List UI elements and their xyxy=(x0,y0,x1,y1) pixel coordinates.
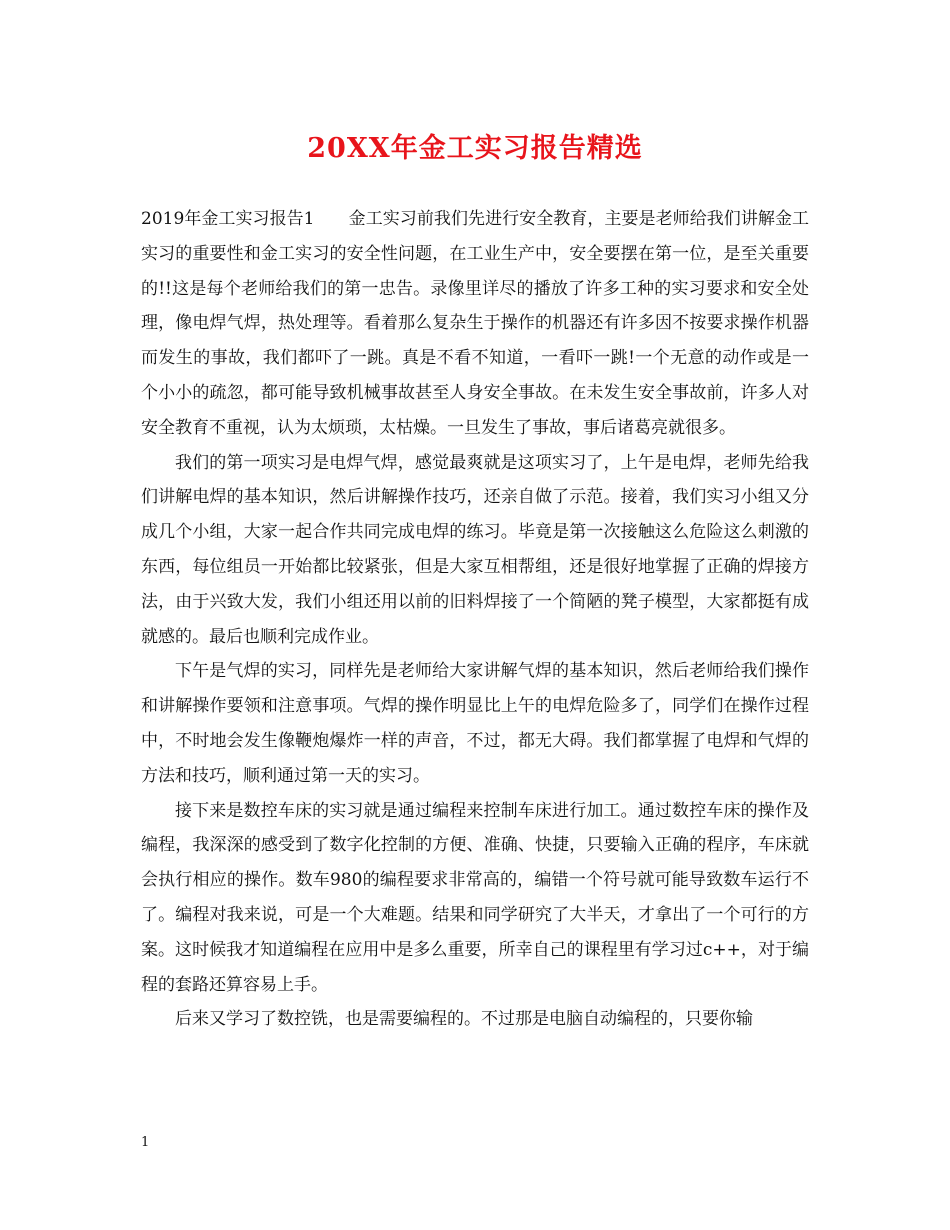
paragraph-2: 我们的第一项实习是电焊气焊，感觉最爽就是这项实习了，上午是电焊，老师先给我们讲解电焊的基本知识，然后讲解操作技巧，还亲自做了示范。接着，我们实习小组又分成几个小组，大家一起合作共同完成电焊的练习。毕竟是第一次接触这么危险这么刺激的东西，每位组员一开始都比较紧张，但是大家互相帮组，还是很好地掌握了正确的焊接方法，由于兴致大发，我们小组还用以前的旧料焊接了一个简陋的凳子模型，大家都挺有成就感的。最后也顺利完成作业。 xyxy=(141,452,809,647)
document-title: 20XX年金工实习报告精选 xyxy=(307,133,643,164)
paragraph-4: 接下来是数控车床的实习就是通过编程来控制车床进行加工。通过数控车床的操作及编程，我深深的感受到了数字化控制的方便、准确、快捷，只要输入正确的程序，车床就会执行相应的操作。数车980的编程要求非常高的，编错一个符号就可能导致数车运行不了。编程对我来说，可是一个大难题。结果和同学研究了大半天，才拿出了一个可行的方案。这时候我才知道编程在应用中是多么重要，所幸自己的课程里有学习过c++，对于编程的套路还算容易上手。 xyxy=(141,800,809,995)
paragraph-5: 后来又学习了数控铣，也是需要编程的。不过那是电脑自动编程的，只要你输 xyxy=(175,1009,753,1030)
paragraph-3: 下午是气焊的实习，同样先是老师给大家讲解气焊的基本知识，然后老师给我们操作和讲解操作要领和注意事项。气焊的操作明显比上午的电焊危险多了，同学们在操作过程中，不时地会发生像鞭炮爆炸一样的声音，不过，都无大碍。我们都掌握了电焊和气焊的方法和技巧，顺利通过第一天的实习。 xyxy=(141,661,809,786)
paragraph-1: 2019年金工实习报告1 金工实习前我们先进行安全教育，主要是老师给我们讲解金工实习的重要性和金工实习的安全性问题，在工业生产中，安全要摆在第一位，是至关重要的!!这是每个老师给我们的第一忠告。录像里详尽的播放了许多工种的实习要求和安全处理，像电焊气焊，热处理等。看着那么复杂生于操作的机器还有许多因不按要求操作机器而发生的事故，我们都吓了一跳。真是不看不知道，一看吓一跳!一个无意的动作或是一个小小的疏忽，都可能导致机械事故甚至人身安全事故。在未发生安全事故前，许多人对安全教育不重视，认为太烦琐，太枯燥。一旦发生了事故，事后诸葛亮就很多。 xyxy=(141,209,809,438)
page-number: 1 xyxy=(141,1135,150,1150)
document-body xyxy=(141,202,809,1037)
